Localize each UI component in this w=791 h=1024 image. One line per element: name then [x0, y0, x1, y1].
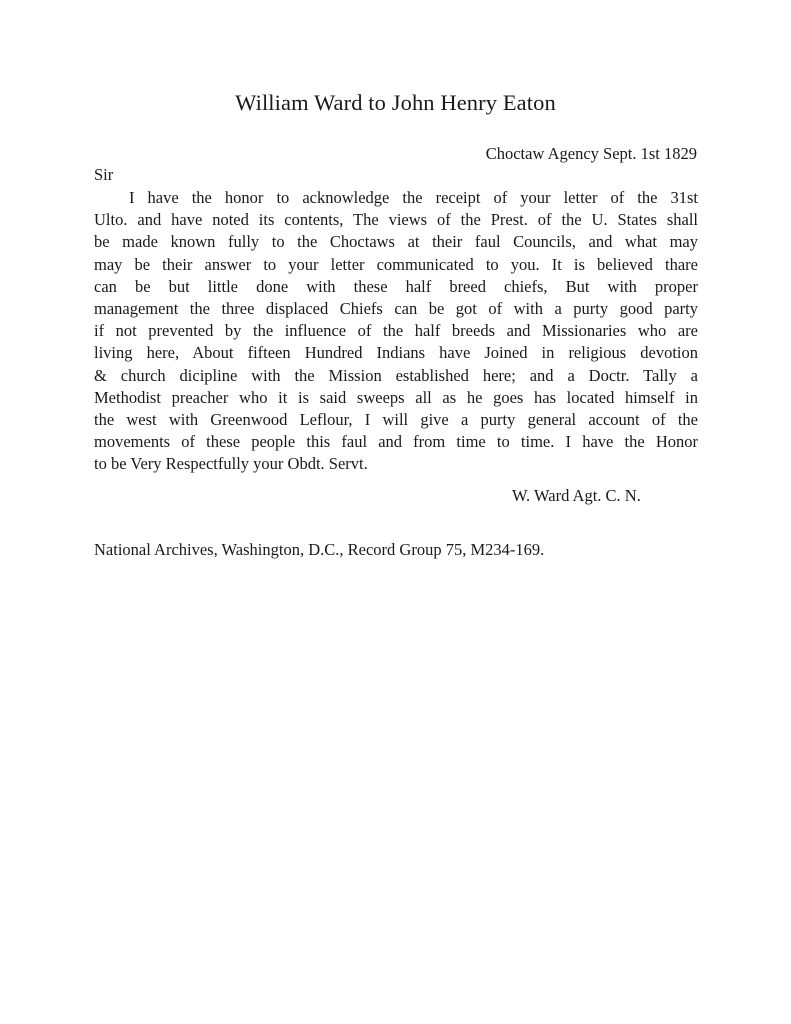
body-line: living here, About fifteen Hundred Indians have Joined in religious devotion	[94, 343, 698, 363]
document-title: William Ward to John Henry Eaton	[235, 90, 556, 115]
body-line: management the three displaced Chiefs can be got of with a purty good party	[94, 299, 698, 319]
body-line: can be but little done with these half breed chiefs, But with proper	[94, 276, 698, 296]
body-line: to be Very Respectfully your Obdt. Servt.	[94, 454, 368, 474]
body-line: Methodist preacher who it is said sweeps all as he goes has located himself in	[94, 387, 698, 407]
source-citation: National Archives, Washington, D.C., Record Group 75, M234-169.	[94, 540, 545, 559]
letter-dateline: Choctaw Agency Sept. 1st 1829	[485, 144, 697, 163]
body-line: may be their answer to your letter communicated to you. It is believed thare	[94, 254, 698, 274]
body-line: movements of these people this faul and from time to time. I have the Honor	[94, 432, 698, 452]
body-line: Ulto. and have noted its contents, The views of the Prest. of the U. States shall	[94, 210, 698, 230]
body-line: & church dicipline with the Mission established here; and a Doctr. Tally a	[94, 365, 698, 385]
body-line: if not prevented by the influence of the half breeds and Missionaries who are	[94, 321, 698, 341]
body-line: be made known fully to the Choctaws at their faul Councils, and what may	[94, 232, 698, 252]
body-line: the west with Greenwood Leflour, I will give a purty general account of the	[94, 410, 698, 430]
letter-body	[94, 187, 698, 476]
letter-signature: W. Ward Agt. C. N.	[512, 486, 641, 505]
body-line: I have the honor to acknowledge the receipt of your letter of the 31st	[129, 188, 698, 207]
letter-salutation: Sir	[94, 165, 114, 184]
